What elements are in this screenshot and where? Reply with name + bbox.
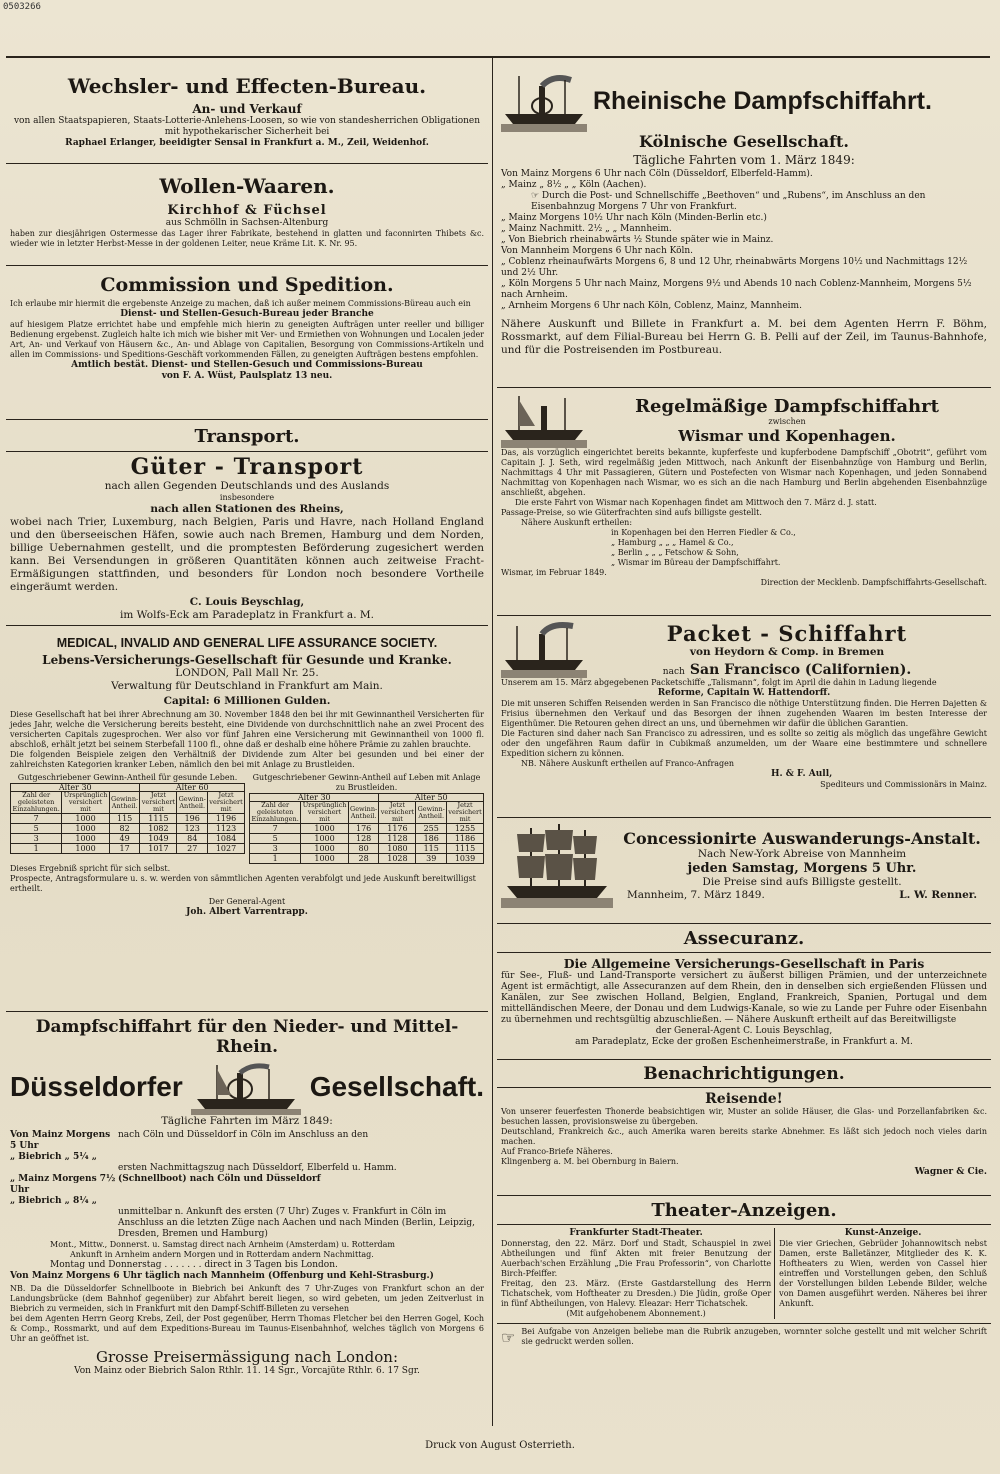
ad-signature-2: von F. A. Wüst, Paulsplatz 13 neu. bbox=[161, 371, 333, 381]
table-cell: 7 bbox=[11, 814, 62, 824]
agent-name: Joh. Albert Varrentrapp. bbox=[186, 907, 308, 917]
ad-body: Unserem am 15. März abgegebenen Packetschiffe „Talismann“, folgt im April die dahin in Ladung liegende bbox=[501, 678, 937, 687]
ad-benachrichtigungen bbox=[497, 1060, 991, 1196]
table-cell: 1000 bbox=[301, 844, 348, 854]
schedule-line: unmittelbar n. Ankunft des ersten (7 Uhr) Zuges v. Frankfurt in Cöln im Anschluss an die letzten Züge nach Aachen und nach Minden (Berlin, Leipzig, Dresden, Bremen und Hamburg) bbox=[118, 1207, 476, 1239]
schedule-agents: bei dem Agenten Herrn Georg Krebs, Zeil, der Post gegenüber, Herrn Thomas Fletcher bei den Herren Gogel, Koch & Comp., Rossmarkt, und auf dem Expeditions-Bureau im Taunus-Eisenbahnhof, welches täglich von Morgens 6 Uhr an geöffnet ist. bbox=[10, 1314, 484, 1343]
table-cell: 49 bbox=[109, 834, 140, 844]
table-cell: 1115 bbox=[140, 814, 177, 824]
agents-label: Nähere Auskunft ertheilen: bbox=[521, 518, 633, 527]
ad-assecuranz bbox=[497, 924, 991, 1060]
ad-signature: der General-Agent C. Louis Beyschlag, bbox=[655, 1026, 833, 1036]
table-cell: 17 bbox=[109, 844, 140, 854]
ad-between: zwischen bbox=[768, 416, 806, 426]
table-cell: 196 bbox=[177, 814, 208, 824]
ad-body: für See-, Fluß- und Land-Transporte versichert zu äußerst billigen Prämien, und der unterzeichnete Agent ist ermächtigt, alle Assecuranzen auf dem Rhein, den in denselben sich ergießenden Flüssen und Kanälen, zur See zwischen Holland, Belgien, England, Frankreich, Spanien, Portugal und dem mittelländischen Meere, der Donau und dem Ludwigs-Kanale, so wie zu Lande per Fuhre oder Eisenbahn zu übernehmen und rechtsgültig abzuschließen. — Nähere Auskunft ertheilt auf das Bereitwilligste bbox=[501, 971, 987, 1025]
ad-address: am Paradeplatz, Ecke der großen Eschenheimerstraße, in Frankfurt a. M. bbox=[575, 1037, 913, 1047]
ad-title: Transport. bbox=[194, 426, 300, 447]
table-cell: 27 bbox=[177, 844, 208, 854]
table-row bbox=[250, 854, 484, 864]
table-row bbox=[250, 824, 484, 834]
table-cell: 1000 bbox=[301, 834, 348, 844]
table-row bbox=[11, 814, 245, 824]
ad-line-1: Nach New-York Abreise von Mannheim bbox=[697, 847, 907, 860]
table-cell: 1 bbox=[11, 844, 62, 854]
ship-name: Reforme, Capitain W. Hattendorff. bbox=[657, 688, 831, 698]
table-cell: 1128 bbox=[379, 834, 416, 844]
table-column-header: Ursprünglich versichert mit bbox=[302, 801, 347, 823]
ad-theater bbox=[497, 1196, 991, 1350]
transport-headline: Güter - Transport bbox=[130, 454, 364, 480]
table-cell: 82 bbox=[109, 824, 140, 834]
ad-place: Mannheim, 7. März 1849. bbox=[627, 888, 765, 901]
schedule-line: „ Mainz Morgens 7½ Uhr bbox=[10, 1174, 116, 1195]
schedule-line: Montag und Donnerstag . . . . . . . direct in 3 Tagen bis London. bbox=[50, 1260, 338, 1270]
ad-prospect: Prospecte, Antragsformulare u. s. w. werden von sämmtlichen Agenten verabfolgt und jede Auskunft bereitwilligst ertheilt. bbox=[10, 874, 476, 893]
price-reduction: Grosse Preisermässigung nach London: bbox=[96, 1348, 398, 1366]
ad-firm: von Heydorn & Comp. in Bremen bbox=[689, 645, 885, 658]
theater-note: (Mit aufgehobenem Abonnement.) bbox=[566, 1309, 706, 1318]
ad-wollen bbox=[6, 164, 488, 266]
ad-rheinische bbox=[497, 62, 991, 388]
left-column bbox=[6, 62, 488, 1432]
sailing-ship-icon bbox=[501, 822, 613, 908]
table-column-header: Jetzt versichert mit bbox=[380, 801, 415, 823]
ad-signature: C. Louis Beyschlag, bbox=[189, 596, 305, 608]
ad-title: Rheinische Dampfschiffahrt. bbox=[593, 86, 932, 115]
ad-body-2: Die erste Fahrt von Wismar nach Kopenhagen findet am Mittwoch den 7. März d. J. statt. bbox=[515, 498, 877, 507]
schedule-line: „ Biebrich „ 5¼ „ bbox=[10, 1152, 97, 1162]
ad-packet bbox=[497, 616, 991, 818]
ad-title: Assecuranz. bbox=[683, 928, 805, 949]
ad-place: Klingenberg a. M. bei Obernburg in Baiern. bbox=[501, 1157, 679, 1166]
art-heading: Kunst-Anzeige. bbox=[844, 1228, 922, 1238]
dividend-table-chest bbox=[249, 793, 484, 864]
top-rule bbox=[6, 56, 990, 58]
firm-name: Kirchhof & Füchsel bbox=[167, 203, 327, 218]
ad-title: Regelmäßige Dampfschiffahrt bbox=[635, 395, 939, 417]
transport-line-3: nach allen Stationen des Rheins, bbox=[150, 503, 344, 515]
table-row bbox=[11, 834, 245, 844]
ad-title: Wechsler- und Effecten-Bureau. bbox=[67, 74, 427, 98]
table-cell: 28 bbox=[348, 854, 379, 864]
bureau-name: Dienst- und Stellen-Gesuch-Bureau jeder Branche bbox=[120, 309, 374, 319]
ad-german-title: Lebens-Versicherungs-Gesellschaft für Gesunde und Kranke. bbox=[42, 653, 452, 667]
table-column-header: Jetzt versichert mit bbox=[209, 791, 243, 813]
age-header: Alter 60 bbox=[140, 784, 245, 792]
ad-body-2: Die folgenden Beispiele zeigen den Verhältniß der Dividende zum Alter bei gesunden und bei einer der zahlreichsten Kategorien kranker Leben, nämlich den bei mit Anlage zu Brustleiden. bbox=[10, 750, 484, 769]
table-cell: 1186 bbox=[447, 834, 484, 844]
table-cell: 115 bbox=[109, 814, 140, 824]
table-column-header: Jetzt versichert mit bbox=[141, 791, 176, 813]
table-cell: 1123 bbox=[208, 824, 245, 834]
schedule-line: „ Mainz „ 8½ „ „ Köln (Aachen). bbox=[501, 180, 647, 190]
table-column-header: Jetzt versichert mit bbox=[448, 801, 482, 823]
schedule-line: Von Mainz Morgens 5 Uhr bbox=[10, 1130, 111, 1151]
big-title-2: Gesellschaft. bbox=[309, 1071, 484, 1102]
ad-body-2: Deutschland, Frankreich &c., auch Amerika waren bereits starke Abnehmer. Es läßt sich jedoch noch vieles darin machen. bbox=[501, 1127, 987, 1146]
schedule-line: „ Arnheim Morgens 6 Uhr nach Köln, Coblenz, Mainz, Mannheim. bbox=[501, 301, 802, 311]
age-header: Alter 30 bbox=[11, 784, 140, 792]
agent-line: in Kopenhagen bei den Herren Fiedler & Co., bbox=[611, 528, 796, 537]
schedule-note: NB. Da die Düsseldorfer Schnellboote in Biebrich bei Ankunft des 7 Uhr-Zuges von Frankfurt schon an der Landungsbrücke (dem Bahnhof gegenüber) zur Abfahrt bereit liegen, so wird gebeten, um jeden Zeitverlust in Biebrich zu vermeiden, sich in Frankfurt mit den Dampf-Schiff-Billeten zu versehen bbox=[10, 1284, 484, 1313]
ad-wechsler bbox=[6, 62, 488, 164]
age-header: Alter 30 bbox=[250, 794, 379, 802]
table-row bbox=[250, 844, 484, 854]
ad-body: von allen Staatspapieren, Staats-Lotterie-Anlehens-Loosen, so wie von standesherrichen Obligationen mit hypothekarischer Sicherheit bei bbox=[13, 116, 481, 137]
ad-line-2: jeden Samstag, Morgens 5 Uhr. bbox=[687, 860, 917, 876]
schedule-line: ersten Nachmittagszug nach Düsseldorf, Elberfeld u. Hamm. bbox=[118, 1163, 397, 1173]
column-rule bbox=[492, 58, 493, 1426]
theater-heading: Frankfurter Stadt-Theater. bbox=[569, 1228, 703, 1238]
ad-address: im Wolfs-Eck am Paradeplatz in Frankfurt a. M. bbox=[120, 609, 374, 621]
table-column-header: Ursprünglich versichert mit bbox=[63, 791, 108, 813]
ad-body-3: Auf Franco-Briefe Näheres. bbox=[501, 1147, 613, 1156]
schedule-line: Von Mainz Morgens 6 Uhr täglich nach Mannheim (Offenburg und Kehl-Strasburg.) bbox=[10, 1271, 434, 1281]
ad-regel bbox=[497, 388, 991, 616]
ad-address: LONDON, Pall Mall Nr. 25. bbox=[175, 667, 319, 679]
ad-intro: Ich erlaube mir hiermit die ergebenste Anzeige zu machen, daß ich außer meinem Commissions-Büreau auch ein bbox=[10, 299, 471, 308]
ad-title: MEDICAL, INVALID AND GENERAL LIFE ASSURANCE SOCIETY. bbox=[56, 636, 438, 650]
ad-signature: L. W. Renner. bbox=[899, 888, 977, 901]
ad-body-2: Die mit unseren Schiffen Reisenden werden in San Francisco die nöthige Unterstützung finden. Die Herren Dajetten & Frisius übernehmen den Verkauf und das Besorgen der ihnen zugehenden Waaren im besten Interesse der Eigenthümer. Die Retouren gehen direct an uns, und übernehmen wir dafür die üblichen Garantien. bbox=[501, 699, 987, 728]
agent-line: „ Hamburg „ „ „ Hamel & Co., bbox=[611, 538, 734, 547]
schedule-line: „ Mainz Morgens 10½ Uhr nach Köln (Minden-Berlin etc.) bbox=[501, 213, 767, 223]
pointing-hand-icon: ☞ bbox=[501, 1327, 516, 1347]
steamship-icon bbox=[501, 70, 587, 132]
table-cell: 1082 bbox=[140, 824, 177, 834]
ad-title: Theater-Anzeigen. bbox=[651, 1200, 837, 1221]
ad-commission bbox=[6, 266, 488, 420]
ad-assurance bbox=[6, 626, 488, 1012]
ad-body-3: Passage-Preise, so wie Güterfrachten sind aufs billigste gestellt. bbox=[501, 508, 762, 517]
right-column bbox=[497, 62, 991, 1432]
ad-to: nach bbox=[662, 666, 685, 677]
ad-line-3: Die Preise sind aufs Billigste gestellt. bbox=[702, 875, 902, 888]
table-cell: 176 bbox=[348, 824, 379, 834]
ad-headline: Reisende! bbox=[705, 1091, 783, 1107]
table-cell: 186 bbox=[416, 834, 447, 844]
table-column-header: Gewinn-Antheil. bbox=[177, 792, 208, 814]
table-2-caption: Gutgeschriebener Gewinn-Antheil auf Leben mit Anlage zu Brustleiden. bbox=[252, 773, 481, 792]
table-cell: 3 bbox=[11, 834, 62, 844]
steamship-icon bbox=[191, 1059, 301, 1115]
ad-signature: Amtlich bestät. Dienst- und Stellen-Gesuch und Commissions-Bureau bbox=[71, 360, 423, 370]
ad-body: haben zur diesjährigen Ostermesse das Lager ihrer Fabrikate, bestehend in glatten und faconnirten Thibets &c. wieder wie in letzter Herbst-Messe in der goldenen Leiter, neue Kräme Lit. K. Nr. 95. bbox=[10, 229, 484, 248]
archive-stamp: 0503266 bbox=[3, 2, 41, 12]
table-cell: 5 bbox=[250, 834, 301, 844]
ad-administration: Verwaltung für Deutschland in Frankfurt am Main. bbox=[111, 680, 383, 692]
steamship-icon bbox=[501, 620, 587, 678]
table-row bbox=[11, 824, 245, 834]
table-cell: 1000 bbox=[62, 814, 109, 824]
schedule-title: Tägliche Fahrten im März 1849: bbox=[161, 1115, 333, 1127]
ad-transport bbox=[6, 420, 488, 626]
ad-signature: Raphael Erlanger, beeidigter Sensal in Frankfurt a. M., Zeil, Weidenhof. bbox=[65, 138, 429, 148]
ad-duesseldorf bbox=[6, 1012, 488, 1397]
table-cell: 1000 bbox=[62, 844, 109, 854]
ad-signature: Direction der Mecklenb. Dampfschiffahrts-Gesellschaft. bbox=[760, 578, 987, 587]
ad-title: Dampfschiffahrt für den Nieder- und Mittel-Rhein. bbox=[35, 1017, 459, 1057]
theater-program: Donnerstag, den 22. März. Dorf und Stadt, Schauspiel in zwei Abtheilungen und fünf Akten mit freier Benutzung der Auerbach'schen Erzählung „Die Frau Professorin“, von Charlotte Birch-Pfeiffer. bbox=[501, 1239, 772, 1278]
transport-line-2: insbesondere bbox=[219, 493, 275, 502]
table-cell: 1028 bbox=[379, 854, 416, 864]
schedule-line: Mont., Mittw., Donnerst. u. Samstag direct nach Arnheim (Amsterdam) u. Rotterdam bbox=[50, 1240, 395, 1249]
notice-text: Bei Aufgabe von Anzeigen beliebe man die Rubrik anzugeben, wornnter solche gestellt und mit welcher Schrift sie gedruckt werden sollen. bbox=[521, 1327, 987, 1346]
table-cell: 1255 bbox=[447, 824, 484, 834]
schedule-line: Von Mannheim Morgens 6 Uhr nach Köln. bbox=[501, 246, 694, 256]
agent-line: „ Berlin „ „ „ Fetschow & Sohn, bbox=[611, 548, 739, 557]
schedule-title: Tägliche Fahrten vom 1. März 1849: bbox=[633, 153, 855, 167]
ad-title: Benachrichtigungen. bbox=[643, 1064, 845, 1084]
schedule-line: ☞ Durch die Post- und Schnellschiffe „Beethoven“ und „Rubens“, im Anschluss an den Eisenbahnzug Morgens 7 Uhr von Frankfurt. bbox=[531, 191, 926, 212]
theater-program-2: Freitag, den 23. März. (Erste Gastdarstellung des Herrn Tichatschek, vom Hoftheater zu Dresden.) Die Jüdin, große Oper in fünf Abtheilungen, von Halevy. Eleazar: Herr Tichatschek. bbox=[501, 1279, 772, 1308]
ad-info: Nähere Auskunft und Billete in Frankfurt a. M. bei dem Agenten Herrn F. Böhm, Rossmarkt, auf dem Filial-Bureau bei Herrn G. B. Pelli auf der Zeil, im Taunus-Bahnhofe, und für die Postreisenden im Postbureau. bbox=[501, 318, 987, 356]
table-column-header: Gewinn-Antheil. bbox=[109, 792, 140, 814]
firm-place: aus Schmölln in Sachsen-Altenburg bbox=[165, 218, 329, 228]
agent-line: „ Wismar im Büreau der Dampfschiffahrt. bbox=[611, 558, 781, 567]
ad-title: Packet - Schiffahrt bbox=[666, 620, 908, 646]
schedule-line: (Schnellboot) nach Cöln und Düsseldorf bbox=[118, 1174, 321, 1184]
table-cell: 39 bbox=[416, 854, 447, 864]
table-cell: 3 bbox=[250, 844, 301, 854]
schedule-line: Von Mainz Morgens 6 Uhr nach Cöln (Düsseldorf, Elberfeld-Hamm). bbox=[501, 169, 813, 179]
transport-line-1: nach allen Gegenden Deutschlands und des Auslands bbox=[104, 480, 390, 492]
table-cell: 1176 bbox=[379, 824, 416, 834]
table-cell: 1000 bbox=[62, 834, 109, 844]
table-cell: 80 bbox=[348, 844, 379, 854]
dividend-table-healthy bbox=[10, 783, 245, 854]
ad-signature: H. & F. Aull, bbox=[771, 769, 833, 779]
printer-imprint: Druck von August Osterrieth. bbox=[425, 1440, 575, 1451]
table-cell: 1039 bbox=[447, 854, 484, 864]
table-column-header: Gewinn-Antheil. bbox=[416, 802, 447, 824]
table-cell: 1080 bbox=[379, 844, 416, 854]
ad-note: NB. Nähere Auskunft ertheilen auf Franco-Anfragen bbox=[521, 759, 735, 768]
table-cell: 84 bbox=[177, 834, 208, 844]
schedule-line: nach Cöln und Düsseldorf in Cöln im Anschluss an den bbox=[118, 1130, 369, 1140]
ad-capital: Capital: 6 Millionen Gulden. bbox=[163, 695, 331, 707]
agents-list bbox=[501, 528, 987, 568]
ad-title: Commission und Spedition. bbox=[100, 274, 394, 296]
table-cell: 1000 bbox=[301, 824, 348, 834]
ad-body: Diese Gesellschaft hat bei ihrer Abrechnung am 30. November 1848 den bei ihr mit Gewinnantheil Versicherten für jedes Jahr, welche die Versicherung bereits besteht, eine Dividende von durchschnittlich nahe an zwei Procent des versicherten Capitals zugesprochen. Wer also vor fünf Jahren eine Versicherung mit Gewinnantheil von 1000 fl. abschloß, erhält jetzt bei seinem Sterbefall 1100 fl., ohne daß er deshalb eine höhere Prämie zu zahlen brauchte. bbox=[10, 710, 484, 749]
table-cell: 1196 bbox=[208, 814, 245, 824]
table-row bbox=[250, 834, 484, 844]
table-cell: 128 bbox=[348, 834, 379, 844]
ad-body: auf hiesigem Platze errichtet habe und empfehle mich hierin zu geneigten Aufträgen unter reeller und billiger Bedienung ergebenst. Zugleich halte ich mich wie bisher mit Ver- und Ermiethen von Wohnungen und Localen jeder Art, An- und Verkauf von Häusern &c., An- und Ablage von Capitalien, Besorgung von Commissions-Artikeln und allen im Commissions- und Speditions-Geschäft vorkommenden Fällen, zu geneigten Aufträgen bestens empfohlen. bbox=[10, 320, 484, 359]
table-cell: 5 bbox=[11, 824, 62, 834]
ad-title: Wollen-Waaren. bbox=[159, 174, 335, 198]
ad-headline: Die Allgemeine Versicherungs-Gesellschaft in Paris bbox=[563, 956, 925, 971]
table-row bbox=[11, 844, 245, 854]
ad-destination: San Francisco (Californien). bbox=[689, 661, 912, 678]
agent-label: Der General-Agent bbox=[208, 897, 286, 906]
table-column-header: Zahl der geleisteten Einzahlungen. bbox=[11, 792, 62, 814]
price-line: Von Mainz oder Biebrich Salon Rthlr. 11. 14 Sgr., Vorcajüte Rthlr. 6. 17 Sgr. bbox=[74, 1366, 420, 1376]
table-cell: 1027 bbox=[208, 844, 245, 854]
schedule-line: „ Von Biebrich rheinabwärts ½ Stunde später wie in Mainz. bbox=[501, 235, 774, 245]
schedule-line: „ Coblenz rheinaufwärts Morgens 6, 8 und 12 Uhr, rheinabwärts Morgens 10½ und Nachmittags 12½ und 2½ Uhr. bbox=[501, 257, 968, 278]
table-cell: 7 bbox=[250, 824, 301, 834]
ad-title: Concessionirte Auswanderungs-Anstalt. bbox=[623, 828, 981, 848]
ad-route: Wismar und Kopenhagen. bbox=[678, 426, 896, 445]
table-cell: 1 bbox=[250, 854, 301, 864]
table-cell: 1017 bbox=[140, 844, 177, 854]
table-1-caption: Gutgeschriebener Gewinn-Antheil für gesunde Leben. bbox=[17, 773, 238, 782]
ad-signature-2: Spediteurs und Commissionärs in Mainz. bbox=[820, 780, 987, 789]
ad-body: Das, als vorzüglich eingerichtet bereits bekannte, kupferfeste und kupferbodene Dampfschiff „Obotrit“, geführt vom Capitain J. J. Seth, wird regelmäßig jeden Mittwoch, nach Ankunft der Eisenbahnzüge von Hamburg und Berlin, Nachmittags 4 Uhr mit Passagieren, Gütern und Postefecten von Wismar nach Kopenhagen, und jeden Sonnabend Nachmittag von Kopenhagen nach Wismar, wo es sich an die nach Hamburg und Berlin abgehenden Eisenbahnzüge anschließt, abgehen. bbox=[501, 448, 987, 497]
ad-result: Dieses Ergebniß spricht für sich selbst. bbox=[10, 864, 171, 873]
ad-signature: Wagner & Cie. bbox=[914, 1167, 987, 1177]
age-header: Alter 50 bbox=[379, 794, 484, 802]
art-body: Die vier Griechen, Gebrüder Johannowitsch nebst Damen, erste Balletänzer, Mitglieder des K. K. Hoftheaters zu Wien, werden von Cassel hier eintreffen und Vorstellungen geben, den Schluß der Vorstellungen bilden Lebende Bilder, welche von Damen ausgeführt werden. Näheres bei ihrer Ankunft. bbox=[779, 1239, 987, 1308]
schedule-line: „ Köln Morgens 5 Uhr nach Mainz, Morgens 9½ und Abends 10 nach Coblenz-Mannheim, Morgens 5½ nach Arnheim. bbox=[501, 279, 972, 300]
table-cell: 1049 bbox=[140, 834, 177, 844]
schedule-line: „ Biebrich „ 8¼ „ bbox=[10, 1196, 97, 1206]
ad-auswanderung bbox=[497, 818, 991, 924]
schedule-line: Ankunft in Arnheim andern Morgen und in Rotterdam andern Nachmittag. bbox=[70, 1250, 374, 1259]
ad-body: wobei nach Trier, Luxemburg, nach Belgien, Paris und Havre, nach Holland England und den überseeischen Häfen, sowie auch nach Bremen, Hamburg und dem Norden, billige Uebernahmen gestellt, und die promptesten Beförderung zugesichert werden kann. Bei Versendungen in größeren Quantitäten können auch zeitweise Fracht-Ermäßigungen stattfinden, und besonders für London noch besondere Vortheile eingeräumt werden. bbox=[10, 516, 484, 593]
ad-body-3: Die Facturen sind daher nach San Francisco zu adressiren, und es sollte so zeitig als möglich das ungefähre Gewicht oder den ungefähren Raum dafür in Cubikmaß anzumelden, um der Waare eine bestimmtere und schnellere Expedition sichern zu können. bbox=[501, 729, 987, 758]
table-column-header: Gewinn-Antheil. bbox=[348, 802, 379, 824]
schedule-line: „ Mainz Nachmitt. 2½ „ „ Mannheim. bbox=[501, 224, 672, 234]
table-cell: 1000 bbox=[62, 824, 109, 834]
table-cell: 115 bbox=[416, 844, 447, 854]
table-cell: 123 bbox=[177, 824, 208, 834]
ad-subtitle: An- und Verkauf bbox=[192, 102, 302, 116]
big-title-1: Düsseldorfer bbox=[10, 1071, 183, 1102]
table-cell: 1000 bbox=[301, 854, 348, 864]
table-cell: 1115 bbox=[447, 844, 484, 854]
table-cell: 255 bbox=[416, 824, 447, 834]
ad-subtitle: Kölnische Gesellschaft. bbox=[639, 132, 849, 151]
schedule-list bbox=[501, 169, 987, 312]
steamship-icon bbox=[501, 392, 587, 448]
ad-place: Wismar, im Februar 1849. bbox=[501, 568, 607, 577]
table-cell: 1084 bbox=[208, 834, 245, 844]
ad-body: Von unserer feuerfesten Thonerde beabsichtigen wir, Muster an solide Häuser, die Glas- und Porzellanfabriken &c. besuchen lassen, provisionsweise zu übergeben. bbox=[501, 1107, 987, 1126]
table-column-header: Zahl der geleisteten Einzahlungen. bbox=[250, 802, 301, 824]
